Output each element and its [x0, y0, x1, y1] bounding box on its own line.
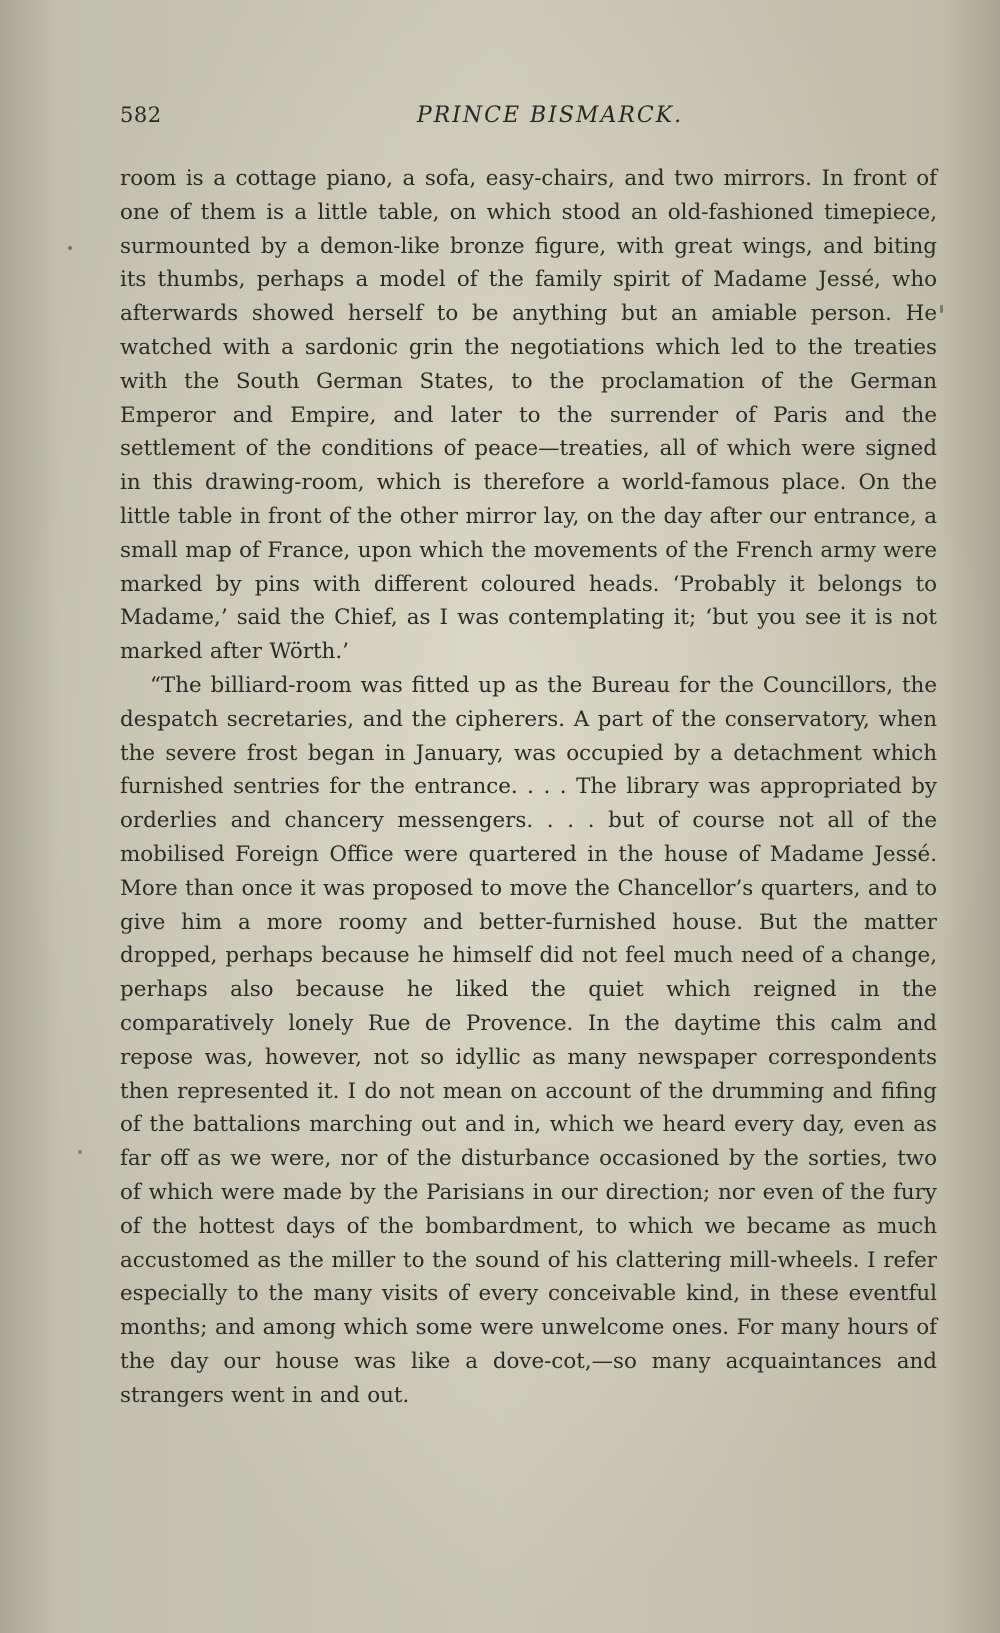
- body-text: [120, 162, 937, 1412]
- page-header: [120, 103, 940, 139]
- page-number: 582: [120, 103, 162, 127]
- ink-speck: [78, 1150, 82, 1154]
- paragraph-2: “The billiard-room was fitted up as the Bureau for the Councillors, the despatch secretaries, and the cipherers. A part of the conservatory, when the severe frost began in January, was occupied by a detachment which furnished sentries for the entrance. . . . The library was appropriated by orderlies and chancery messengers. . . . but of course not all of the mobilised Foreign Office were quartered in the house of Madame Jessé. More than once it was proposed to move the Chancellor’s quarters, and to give him a more roomy and better-furnished house. But the matter dropped, perhaps because he himself did not feel much need of a change, perhaps also because he liked the quiet which reigned in the comparatively lonely Rue de Provence. In the daytime this calm and repose was, however, not so idyllic as many newspaper correspondents then represented it. I do not mean on account of the drumming and fifing of the battalions marching out and in, which we heard every day, even as far off as we were, nor of the disturbance occasioned by the sorties, two of which were made by the Parisians in our direction; nor even of the fury of the hottest days of the bombardment, to which we became as much accustomed as the miller to the sound of his clattering mill-wheels. I refer especially to the many visits of every conceivable kind, in these eventful months; and among which some were unwelcome ones. For many hours of the day our house was like a dove-cot,—so many acquaintances and strangers went in and out.: [120, 672, 937, 1408]
- ink-speck: [68, 246, 72, 250]
- running-title: PRINCE BISMARCK.: [416, 103, 684, 128]
- ink-speck: [940, 305, 943, 313]
- paragraph-1: room is a cottage piano, a sofa, easy-chairs, and two mirrors. In front of one of them is a little table, on which stood an old-fashioned timepiece, surmounted by a demon-like bronze figure, with great wings, and biting its thumbs, perhaps a model of the family spirit of Madame Jessé, who afterwards showed herself to be anything but an amiable person. He watched with a sardonic grin the negotiations which led to the treaties with the South German States, to the proclamation of the German Emperor and Empire, and later to the surrender of Paris and the settlement of the conditions of peace—treaties, all of which were signed in this drawing-room, which is therefore a world-famous place. On the little table in front of the other mirror lay, on the day after our entrance, a small map of France, upon which the movements of the French army were marked by pins with different coloured heads. ‘Probably it belongs to Madame,’ said the Chief, as I was contemplating it; ‘but you see it is not marked after Wörth.’: [120, 166, 937, 665]
